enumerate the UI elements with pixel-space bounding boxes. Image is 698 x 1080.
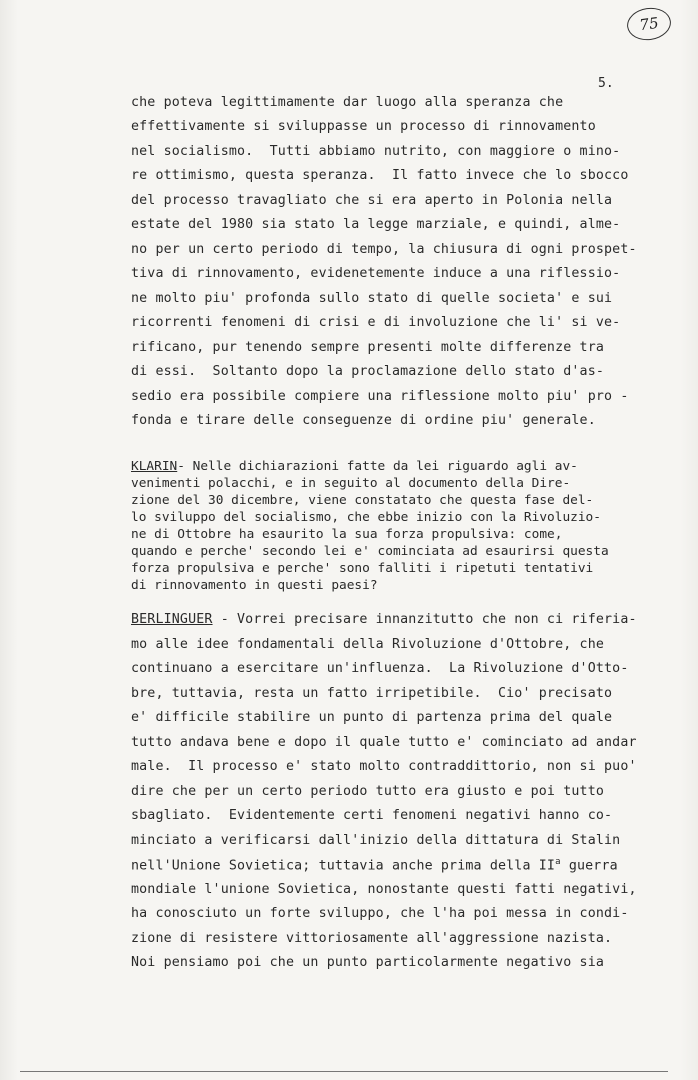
text-span: nell'Unione Sovietica; tuttavia anche prima della II (131, 858, 556, 874)
scan-edge-rule (20, 1071, 668, 1072)
text-line: sbagliato. Evidentemente certi fenomeni negativi hanno co- (131, 808, 613, 823)
text-line: bre, tuttavia, resta un fatto irripetibile. Cio' precisato (131, 686, 613, 701)
text-line: ne molto piu' profonda sullo stato di quelle societa' e sui (131, 291, 613, 306)
text-line: zione del 30 dicembre, viene constatato che questa fase del- (131, 493, 594, 508)
text-line: del processo travagliato che si era aperto in Polonia nella (131, 193, 613, 208)
text-line: effettivamente si sviluppasse un processo di rinnovamento (131, 119, 596, 134)
text-line: zione di resistere vittoriosamente all'aggressione nazista. (131, 931, 613, 946)
text-line: Noi pensiamo poi che un punto particolarmente negativo sia (131, 955, 605, 970)
text-span: guerra (560, 858, 618, 874)
text-line: tutto andava bene e dopo il quale tutto e' cominciato ad andar (131, 735, 637, 750)
text-line: no per un certo periodo di tempo, la chiusura di ogni prospet- (131, 242, 637, 257)
answer-text: - Vorrei precisare innanzitutto che non ci riferia- (212, 612, 637, 627)
text-line: mondiale l'unione Sovietica, nonostante questi fatti negativi, (131, 882, 637, 897)
speaker-name-berlinguer: BERLINGUER (131, 612, 213, 627)
text-line: mo alle idee fondamentali della Rivoluzione d'Ottobre, che (131, 637, 605, 652)
text-line: di essi. Soltanto dopo la proclamazione dello stato d'as- (131, 364, 605, 379)
answer-first-line (131, 612, 637, 627)
page-number: 5. (598, 76, 614, 91)
text-line: lo sviluppo del socialismo, che ebbe inizio con la Rivoluzio- (131, 510, 601, 525)
text-line: fonda e tirare delle conseguenze di ordine piu' generale. (131, 413, 596, 428)
text-line: dire che per un certo periodo tutto era giusto e poi tutto (131, 784, 605, 799)
superscript: a (555, 857, 561, 867)
text-line: ricorrenti fenomeni di crisi e di involuzione che li' si ve- (131, 315, 621, 330)
speaker-name-klarin: KLARIN (131, 459, 178, 474)
text-line: ne di Ottobre ha esaurito la sua forza propulsiva: come, (131, 527, 563, 542)
text-line: continuano a esercitare un'influenza. La Rivoluzione d'Otto- (131, 661, 629, 676)
text-line: sedio era possibile compiere una riflessione molto piu' pro - (131, 389, 629, 404)
question-text: - Nelle dichiarazioni fatte da lei riguardo agli av- (177, 459, 578, 474)
text-line: re ottimismo, questa speranza. Il fatto invece che lo sbocco (131, 168, 629, 183)
text-line: estate del 1980 sia stato la legge marziale, e quindi, alme- (131, 217, 621, 232)
text-line: forza propulsiva e perche' sono falliti i ripetuti tentativi (131, 561, 594, 576)
text-line: quando e perche' secondo lei e' cominciata ad esaurirsi questa (131, 544, 609, 559)
text-line: male. Il processo e' stato molto contraddittorio, non si puo' (131, 759, 637, 774)
text-line: ha conosciuto un forte sviluppo, che l'ha poi messa in condi- (131, 906, 629, 921)
text-line: nel socialismo. Tutti abbiamo nutrito, con maggiore o mino- (131, 144, 621, 159)
text-line: minciato a verificarsi dall'inizio della dittatura di Stalin (131, 833, 621, 848)
text-line-with-superscript (131, 857, 618, 873)
text-line: tiva di rinnovamento, evidenetemente induce a una riflessio- (131, 266, 621, 281)
text-line: venimenti polacchi, e in seguito al documento della Dire- (131, 476, 571, 491)
archive-stamp: 75 (625, 5, 673, 43)
text-line: rificano, pur tenendo sempre presenti molte differenze tra (131, 340, 605, 355)
question-first-line (131, 459, 578, 474)
text-line: di rinnovamento in questi paesi? (131, 578, 378, 593)
text-line: che poteva legittimamente dar luogo alla speranza che (131, 95, 564, 110)
text-line: e' difficile stabilire un punto di partenza prima del quale (131, 710, 613, 725)
